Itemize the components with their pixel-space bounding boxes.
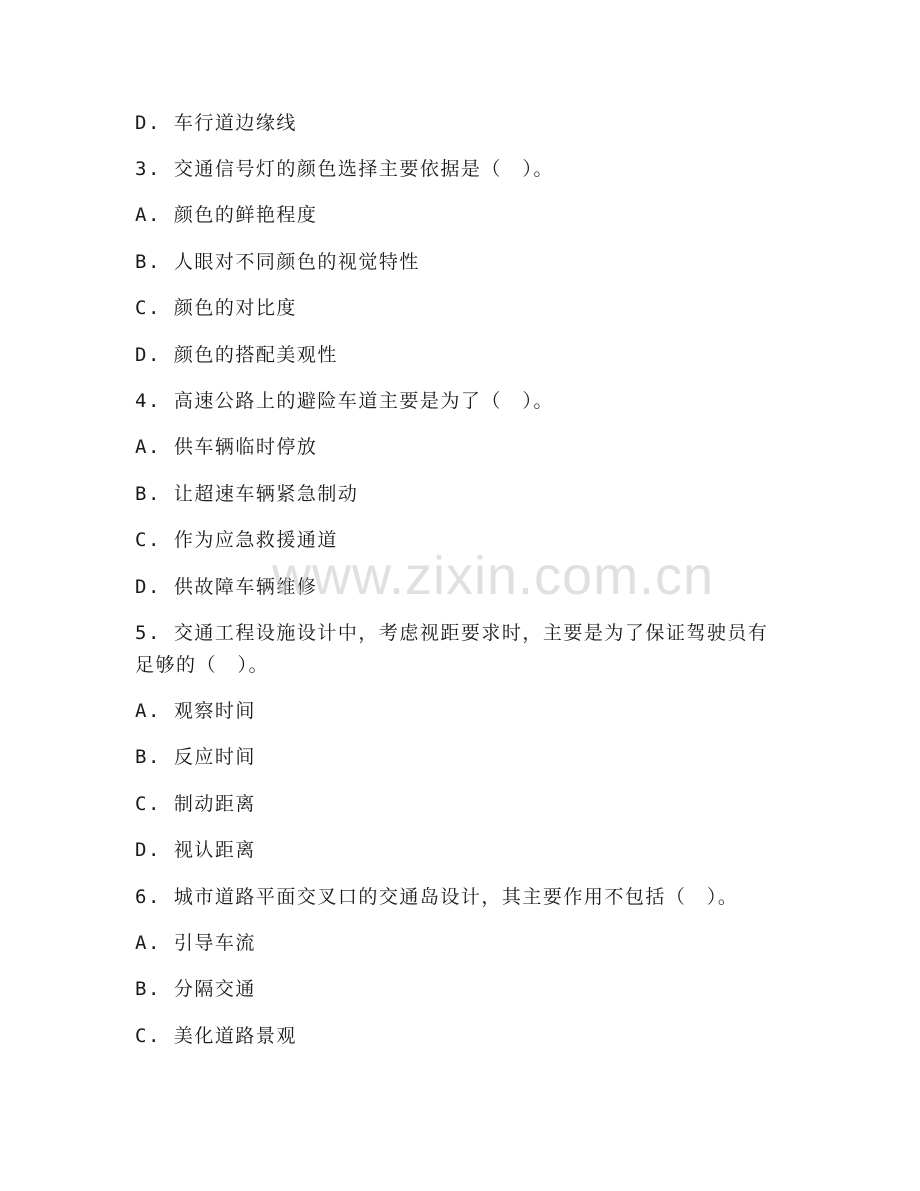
option-a-q5: A. 观察时间 — [135, 700, 256, 722]
option-d-q3: D. 颜色的搭配美观性 — [135, 344, 338, 366]
question-5-line-1: 5. 交通工程设施设计中，考虑视距要求时，主要是为了保证驾驶员有 — [135, 622, 769, 644]
watermark: www.zixin.com.cn — [272, 546, 715, 606]
option-a-q3: A. 颜色的鲜艳程度 — [135, 204, 318, 226]
option-b-q6: B. 分隔交通 — [135, 978, 256, 1000]
option-c-q4: C. 作为应急救援通道 — [135, 529, 338, 551]
option-d-q5: D. 视认距离 — [135, 839, 256, 861]
option-c-q3: C. 颜色的对比度 — [135, 297, 297, 319]
option-b-q4: B. 让超速车辆紧急制动 — [135, 483, 359, 505]
question-6: 6. 城市道路平面交叉口的交通岛设计，其主要作用不包括（ ）。 — [135, 886, 739, 908]
option-a-q6: A. 引导车流 — [135, 932, 256, 954]
question-4: 4. 高速公路上的避险车道主要是为了（ ）。 — [135, 390, 554, 412]
option-d-q4: D. 供故障车辆维修 — [135, 576, 318, 598]
question-3: 3. 交通信号灯的颜色选择主要依据是（ ）。 — [135, 158, 554, 180]
option-b-q3: B. 人眼对不同颜色的视觉特性 — [135, 251, 420, 273]
question-5-line-2: 足够的（ ）。 — [135, 654, 270, 676]
option-a-q4: A. 供车辆临时停放 — [135, 436, 318, 458]
option-c-q6: C. 美化道路景观 — [135, 1025, 297, 1047]
option-b-q5: B. 反应时间 — [135, 746, 256, 768]
option-c-q5: C. 制动距离 — [135, 793, 256, 815]
option-d-q2: D. 车行道边缘线 — [135, 112, 297, 134]
